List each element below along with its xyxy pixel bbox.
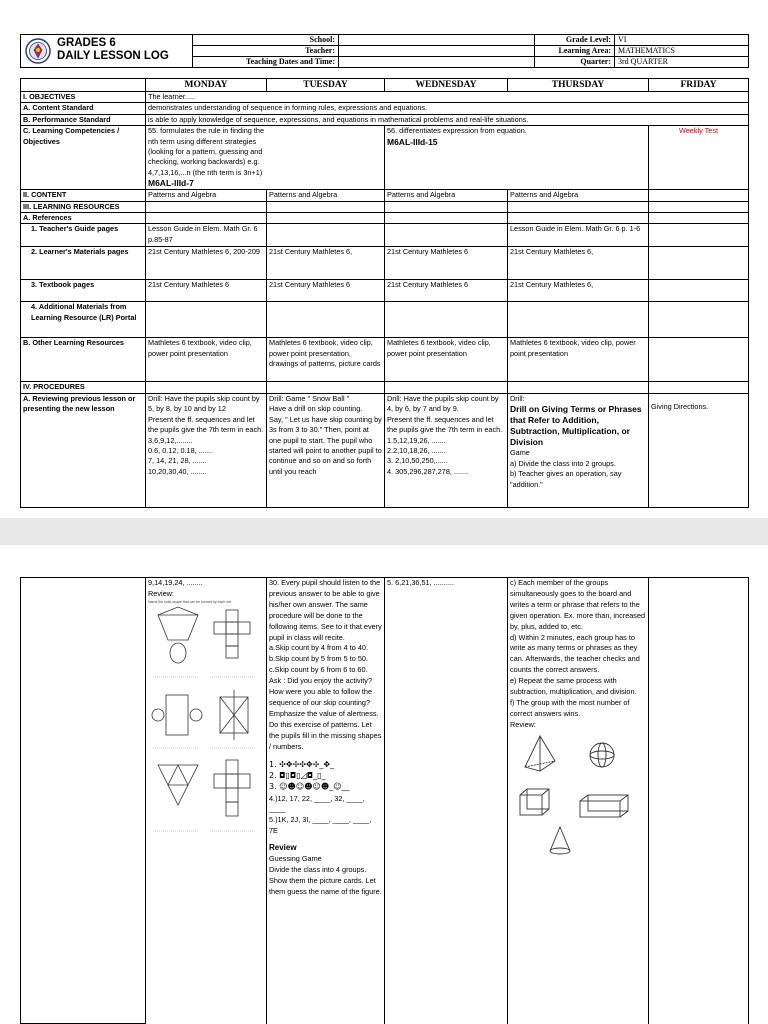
content-standard-text: demonstrates understanding of sequence in forming rules, expressions and equations. [146, 103, 749, 114]
review-monday [146, 393, 267, 507]
review-wednesday-line: Present the ff. sequences and let the pupils give the 7th term in each. [387, 414, 503, 435]
nets-worksheet-icon [148, 605, 263, 845]
lesson-table-continued [20, 577, 749, 1024]
lm-wednesday: 21st Century Mathletes 6 [385, 247, 508, 280]
review-wednesday-line: 1.5,12,19,26, ....... [387, 435, 446, 445]
lesson-table [20, 78, 749, 508]
teacher-label: Teacher: [193, 46, 339, 57]
continued-label-cell [21, 578, 146, 1024]
corner-cell [21, 79, 146, 92]
content-friday [649, 190, 749, 201]
olr-wednesday: Mathletes 6 textbook, video clip, power point presentation [385, 338, 508, 382]
day-friday: FRIDAY [649, 79, 749, 92]
continued-friday [649, 578, 749, 1024]
quarter-field[interactable]: 3rd QUARTER [615, 57, 749, 68]
continued-monday-line: 9,14,19,24, ........ [148, 578, 203, 587]
review-thursday [508, 393, 649, 507]
dates-label: Teaching Dates and Time: [193, 57, 339, 68]
objectives-text: The learner..... [146, 92, 749, 103]
competency-wednesday-code: M6AL-IIId-15 [387, 136, 438, 147]
review-tuesday-line: Have a drill on skip counting. [269, 404, 363, 414]
sequence-five: 5.)1K, 2J, 3I, ____, ____, ____, 7E [269, 815, 372, 836]
teacher-field[interactable] [339, 46, 535, 57]
header-brand [21, 35, 193, 68]
continued-tuesday-line: Ask : Did you enjoy the activity? How were you able to follow the sequence of our skip counting? [269, 676, 373, 707]
review-title: Review [269, 843, 297, 853]
olr-monday: Mathletes 6 textbook, video clip, power point presentation [146, 338, 267, 382]
textbook-label: 3. Textbook pages [21, 280, 146, 302]
review-wednesday-line: 2.2,10,18,26, ....... [387, 445, 446, 455]
pattern-shapes: 2. ◘▯◘▯◿◘_▯_ [269, 770, 326, 780]
review-wednesday [385, 393, 508, 507]
resources-label: III. LEARNING RESOURCES [21, 201, 146, 212]
review-thursday-line: a) Divide the class into 2 groups. [510, 458, 616, 468]
dates-field[interactable] [339, 57, 535, 68]
continued-thursday-line: d) Within 2 minutes, each group has to write as many terms or phrases as they can. Afterwards, the teacher checks and counts the correct answers. [510, 632, 640, 675]
competency-monday-code: M6AL-IIId-7 [148, 178, 194, 189]
performance-standard-label: B. Performance Standard [21, 114, 146, 125]
additional-materials-label: 4. Additional Materials from Learning Resource (LR) Portal [21, 302, 146, 338]
continued-tuesday-line: Do this exercise of patterns. Let the pupils fill in the missing shapes / numbers. [269, 719, 382, 751]
review-monday-line: 10,20,30,40, ........ [148, 466, 207, 476]
learning-area-label: Learning Area: [535, 46, 615, 57]
lm-thursday: 21st Century Mathletes 6, [508, 247, 649, 280]
pattern-faces: 3. ☺☻☺☻☺☻_☺__ [269, 781, 350, 791]
competency-monday [146, 126, 385, 190]
other-resources-label: B. Other Learning Resources [21, 338, 146, 382]
pattern-stars: 1. ✣✥✢✣✥✢_✥_ [269, 759, 335, 769]
dll-title: DAILY LESSON LOG [57, 50, 169, 62]
weekly-test-label: Weekly Test [649, 126, 749, 190]
continued-tuesday-line: 30. Every pupil should listen to the previous answer to be able to give his/her own answer. The same procedure will be done to the following items. See to it that every pupil in class will recite. [269, 578, 382, 642]
review-thursday-line: Game [510, 448, 530, 458]
content-thursday: Patterns and Algebra [508, 190, 649, 201]
grade-level-field[interactable]: VI [615, 35, 749, 46]
learners-materials-label: 2. Learner's Materials pages [21, 247, 146, 280]
review-line: Guessing Game [269, 854, 322, 864]
reviewing-label: A. Reviewing previous lesson or presenting the new lesson [21, 393, 146, 507]
review-monday-line: Drill: Have the pupils skip count by 5, by 8, by 10 and by 12 [148, 393, 260, 414]
school-field[interactable] [339, 35, 535, 46]
continued-tuesday-line: c.Skip count by 6 from 6 to 60. [269, 665, 368, 675]
objectives-label: I. OBJECTIVES [21, 92, 146, 103]
header-table [20, 34, 749, 68]
grade-level-label: Grade Level: [535, 35, 615, 46]
content-standard-label: A. Content Standard [21, 103, 146, 114]
continued-thursday-line: Review: [510, 719, 536, 729]
review-monday-line: 0.6, 0.12, 0.18, ....... [148, 445, 213, 455]
continued-monday-review: Review: [148, 588, 174, 598]
review-monday-line: 3,6,9,12,........ [148, 435, 193, 445]
day-monday: MONDAY [146, 79, 267, 92]
grades-title: GRADES 6 [57, 37, 116, 49]
school-label: School: [193, 35, 339, 46]
review-wednesday-line: Drill: Have the pupils skip count by 4, by 6, by 7 and by 9. [387, 393, 499, 414]
competency-wednesday-text: 56. differentiates expression from equation. [387, 126, 527, 136]
tg-thursday: Lesson Guide in Elem. Math Gr. 6 p. 1-6 [508, 224, 649, 247]
review-monday-line: 7, 14, 21, 28, ....... [148, 456, 207, 466]
olr-tuesday: Mathletes 6 textbook, video clip, power point presentation, drawings of patterns, picture cards [267, 338, 385, 382]
review-friday: Giving Directions. [649, 393, 749, 507]
page-two [0, 545, 768, 1024]
continued-monday [146, 578, 267, 1024]
review-wednesday-line: 3. 2,10,50,250,...... [387, 456, 448, 466]
continued-thursday-line: c) Each member of the groups simultaneously goes to the board and writes a term or phrase that refers to the given operation. Ex. more than, increased by, plus, added to, etc. [510, 578, 646, 631]
performance-standard-text: is able to apply knowledge of sequence, expressions, and equations in mathematical problems and real-life situations. [146, 114, 749, 125]
continued-thursday [508, 578, 649, 1024]
content-label: II. CONTENT [21, 190, 146, 201]
day-header-row [21, 79, 749, 92]
review-line: Divide the class into 4 groups. [269, 864, 367, 874]
teachers-guide-label: 1. Teacher's Guide pages [21, 224, 146, 247]
continued-tuesday [267, 578, 385, 1024]
tb-thursday: 21st Century Mathletes 6, [508, 280, 649, 302]
lm-tuesday: 21st Century Mathletes 6, [267, 247, 385, 280]
review-thursday-drill: Drill: [510, 393, 525, 403]
continued-wednesday: 5. 6,21,36,51, .......... [385, 578, 508, 1024]
continued-tuesday-line: b.Skip count by 5 from 5 to 50. [269, 654, 368, 664]
review-tuesday-line: Say, " Let us have skip counting by 3s from 3 to 30." Then, point at one pupil to start. The pupil who started will point to another pupil to continue and so on and so forth until you reach [269, 414, 382, 476]
review-wednesday-line: 4. 305,296,287,278, ....... [387, 466, 469, 476]
learning-area-field[interactable]: MATHEMATICS [615, 46, 749, 57]
competency-wednesday [385, 126, 649, 190]
solid-figures-icon [510, 731, 645, 856]
tb-wednesday: 21st Century Mathletes 6 [385, 280, 508, 302]
continued-thursday-line: f) The group with the most number of correct answers wins. [510, 697, 630, 718]
references-label: A. References [21, 213, 146, 224]
review-thursday-title: Drill on Giving Terms or Phrases that Refer to Addition, Subtraction, Multiplication, or Division [510, 404, 642, 448]
content-tuesday: Patterns and Algebra [267, 190, 385, 201]
continued-tuesday-line: a.Skip count by 4 from 4 to 40. [269, 643, 368, 653]
olr-thursday: Mathletes 6 textbook, video clip, power point presentation [508, 338, 649, 382]
lm-monday: 21st Century Mathletes 6, 200-209 [146, 247, 267, 280]
competencies-label: C. Learning Competencies / Objectives [21, 126, 146, 190]
day-tuesday: TUESDAY [267, 79, 385, 92]
procedures-label: IV. PROCEDURES [21, 382, 146, 393]
review-line: Show them the picture cards. Let them guess the name of the figure. [269, 875, 382, 896]
sequence-four: 4.)12, 17, 22, ____, 32, ____, ____ [269, 793, 365, 814]
tg-monday: Lesson Guide in Elem. Math Gr. 6 p.85-87 [146, 224, 267, 247]
tb-monday: 21st Century Mathletes 6 [146, 280, 267, 302]
continued-thursday-line: e) Repeat the same process with subtraction, multiplication, and division. [510, 676, 637, 697]
competency-monday-text: 55. formulates the rule in finding the nth term using different strategies (looking for a pattern, guessing and checking, working backwards) e.g. 4,7,13,16,...n (the nth term is 3n+1) [148, 126, 265, 177]
review-monday-line: Present the ff. sequences and let the pupils give the 7th term in each. [148, 414, 264, 435]
deped-seal-icon [25, 38, 51, 64]
day-thursday: THURSDAY [508, 79, 649, 92]
day-wednesday: WEDNESDAY [385, 79, 508, 92]
review-tuesday-line: Drill: Game " Snow Ball " [269, 393, 350, 403]
quarter-label: Quarter: [535, 57, 615, 68]
nets-caption: Name the solid shape that can be formed by each net. [148, 599, 233, 604]
content-monday: Patterns and Algebra [146, 190, 267, 201]
tb-tuesday: 21st Century Mathletes 6 [267, 280, 385, 302]
continued-tuesday-line: Emphasize the value of alertness. [269, 708, 379, 718]
review-tuesday [267, 393, 385, 507]
review-thursday-line: b) Teacher gives an operation, say "addition." [510, 469, 622, 489]
content-wednesday: Patterns and Algebra [385, 190, 508, 201]
